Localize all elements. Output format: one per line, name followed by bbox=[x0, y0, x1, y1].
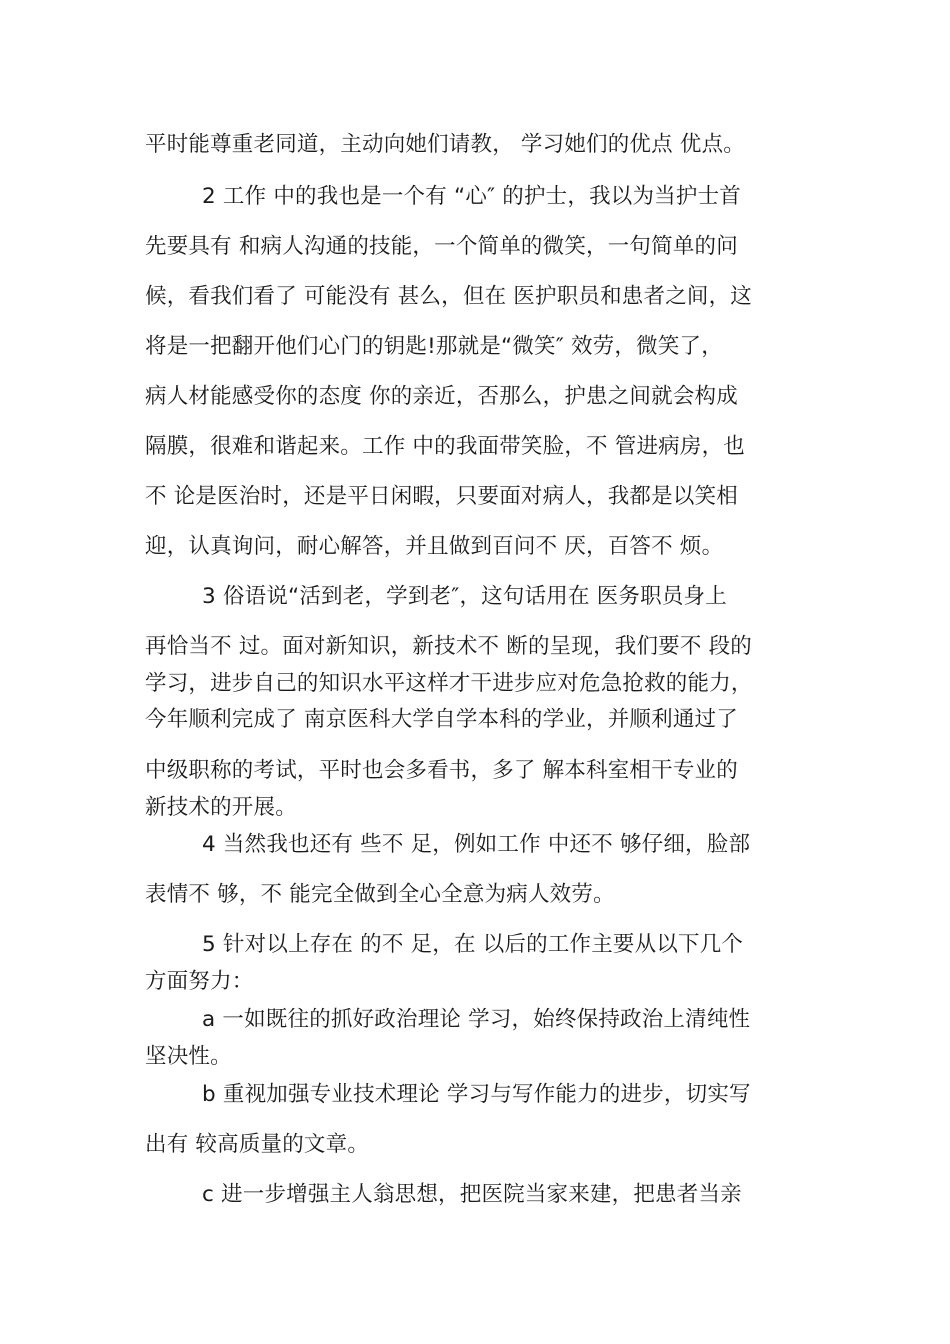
text-line: 候，看我们看了 可能没有 甚么，但在 医护职员和患者之间，这 bbox=[145, 284, 753, 309]
text-line: 今年顺利完成了 南京医科大学自学本科的学业，并顺利通过了 bbox=[145, 707, 738, 732]
text-line: 将是一把翻开他们心门的钥匙!那就是“微笑″ 效劳，微笑了， bbox=[145, 334, 723, 359]
text-line: 新技术的开展。 bbox=[145, 795, 297, 820]
text-line: 4 当然我也还有 些不 足，例如工作 中还不 够仔细，脸部 bbox=[202, 832, 751, 857]
text-line: 方面努力： bbox=[145, 969, 254, 994]
text-line: a 一如既往的抓好政治理论 学习，始终保持政治上清纯性 bbox=[202, 1007, 751, 1032]
text-line: 坚决性。 bbox=[145, 1044, 232, 1069]
text-line: 出有 较高质量的文章。 bbox=[145, 1132, 370, 1157]
text-line: 表情不 够，不 能完全做到全心全意为病人效劳。 bbox=[145, 882, 615, 907]
text-line: 2 工作 中的我也是一个有 “心″ 的护士，我以为当护士首 bbox=[202, 184, 741, 209]
text-line: 学习，进步自己的知识水平这样才干进步应对危急抢救的能力， bbox=[145, 671, 753, 696]
text-line: 3 俗语说“活到老，学到老″，这句话用在 医务职员身上 bbox=[202, 584, 727, 609]
text-line: b 重视加强专业技术理论 学习与写作能力的进步，切实写 bbox=[202, 1082, 751, 1107]
text-line: 中级职称的考试，平时也会多看书，多了 解本科室相干专业的 bbox=[145, 758, 738, 783]
text-line: 不 论是医治时，还是平日闲暇，只要面对病人，我都是以笑相 bbox=[145, 484, 738, 509]
text-line: 5 针对以上存在 的不 足，在 以后的工作主要从以下几个 bbox=[202, 932, 744, 957]
text-line: 隔膜，很难和谐起来。工作 中的我面带笑脸，不 管进病房，也 bbox=[145, 434, 745, 459]
text-line: 先要具有 和病人沟通的技能，一个简单的微笑，一句简单的问 bbox=[145, 234, 738, 259]
text-line: 迎，认真询问，耐心解答，并且做到百问不 厌，百答不 烦。 bbox=[145, 534, 724, 559]
text-line: 再恰当不 过。面对新知识，新技术不 断的呈现，我们要不 段的 bbox=[145, 634, 753, 659]
text-line: 平时能尊重老同道，主动向她们请教， 学习她们的优点 优点。 bbox=[145, 132, 745, 157]
text-line: 病人材能感受你的态度 你的亲近，否那么，护患之间就会构成 bbox=[145, 384, 738, 409]
text-line: c 进一步增强主人翁思想，把医院当家来建，把患者当亲 bbox=[202, 1182, 742, 1207]
